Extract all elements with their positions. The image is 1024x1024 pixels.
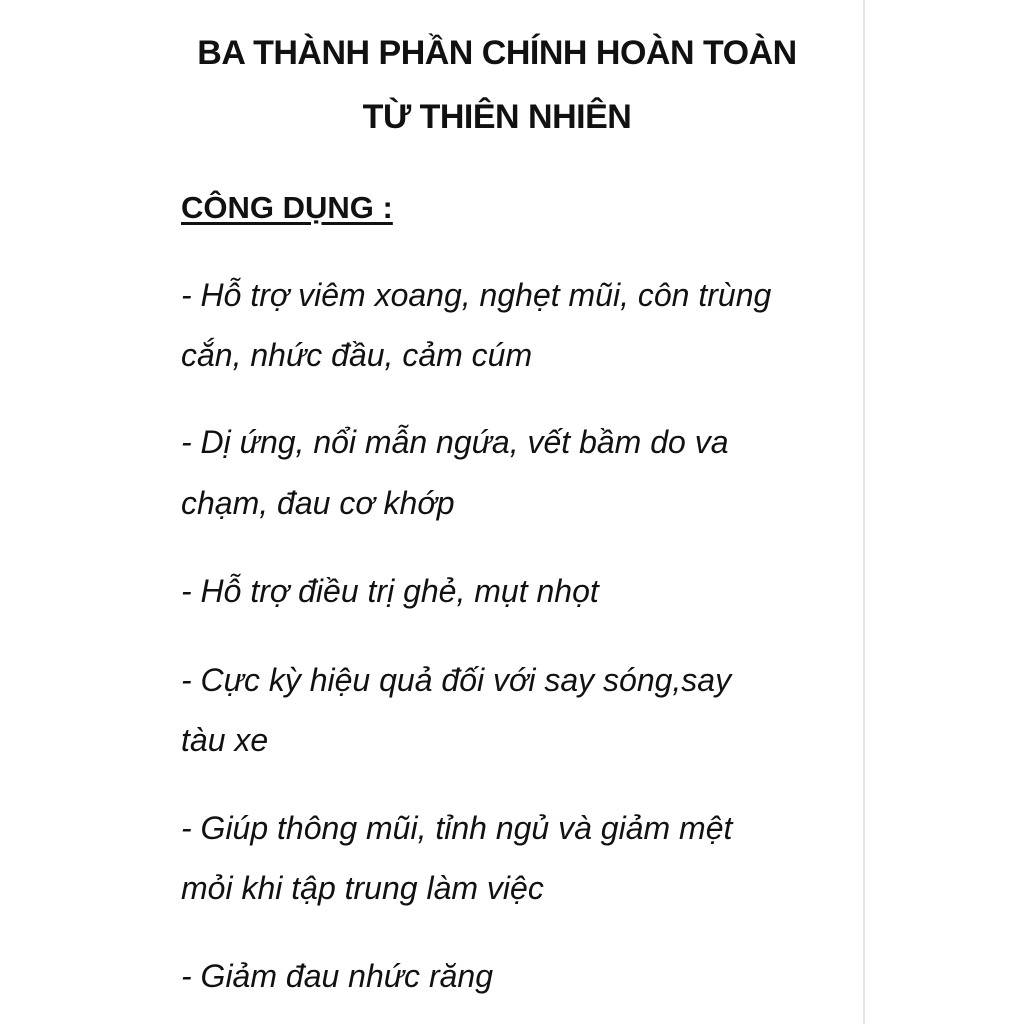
list-item-2-line-2: chạm, đau cơ khớp xyxy=(181,485,455,521)
list-item-5-line-2: mỏi khi tập trung làm việc xyxy=(181,870,544,906)
page-title-line-1: BA THÀNH PHẦN CHÍNH HOÀN TOÀN xyxy=(197,34,797,72)
list-item-1-line-1: - Hỗ trợ viêm xoang, nghẹt mũi, côn trùng xyxy=(181,277,772,313)
list-item-4-line-1: - Cực kỳ hiệu quả đối với say sóng,say xyxy=(181,662,732,698)
list-item-3-line-1: - Hỗ trợ điều trị ghẻ, mụt nhọt xyxy=(181,573,599,609)
list-item-6-line-1: - Giảm đau nhức răng xyxy=(181,958,493,994)
right-divider xyxy=(863,0,865,1024)
list-item-5-line-1: - Giúp thông mũi, tỉnh ngủ và giảm mệt xyxy=(181,810,733,846)
section-heading: CÔNG DỤNG : xyxy=(181,190,393,225)
list-item-4-line-2: tàu xe xyxy=(181,722,269,758)
list-item-2-line-1: - Dị ứng, nổi mẫn ngứa, vết bầm do va xyxy=(181,424,729,460)
list-item-1-line-2: cắn, nhức đầu, cảm cúm xyxy=(181,337,533,373)
page-title-line-2: TỪ THIÊN NHIÊN xyxy=(362,98,632,136)
